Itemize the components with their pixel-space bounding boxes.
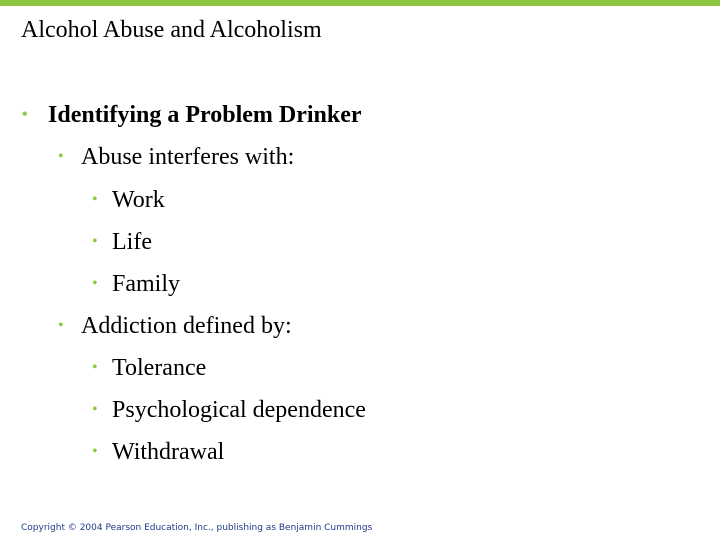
- list-item: [92, 185, 165, 215]
- bullet-icon: •: [92, 401, 98, 418]
- list-item-text: Family: [112, 271, 181, 297]
- list-item: [92, 353, 206, 383]
- bullet-icon: •: [58, 148, 64, 165]
- list-item-text: Identifying a Problem Drinker: [48, 102, 362, 128]
- list-item-text: Life: [112, 229, 152, 255]
- slide-title: Alcohol Abuse and Alcoholism: [21, 17, 322, 43]
- bullet-icon: •: [22, 106, 28, 123]
- list-item: [92, 227, 152, 257]
- list-item: [58, 142, 294, 172]
- copyright-footer: Copyright © 2004 Pearson Education, Inc., publishing as Benjamin Cummings: [21, 523, 373, 533]
- bullet-icon: •: [92, 359, 98, 376]
- list-item-text: Abuse interferes with:: [81, 144, 295, 170]
- list-item: [92, 269, 180, 299]
- bullet-icon: •: [58, 317, 64, 334]
- bullet-icon: •: [92, 275, 98, 292]
- list-item-text: Psychological dependence: [112, 397, 366, 423]
- list-item: [58, 311, 292, 341]
- bullet-icon: •: [92, 443, 98, 460]
- list-item-text: Withdrawal: [112, 439, 225, 465]
- bullet-icon: •: [92, 191, 98, 208]
- list-item-text: Tolerance: [112, 355, 207, 381]
- list-item: [92, 437, 224, 467]
- list-item-text: Work: [112, 187, 165, 213]
- list-item: [22, 100, 362, 130]
- bullet-icon: •: [92, 233, 98, 250]
- list-item-text: Addiction defined by:: [81, 313, 292, 339]
- list-item: [92, 395, 366, 425]
